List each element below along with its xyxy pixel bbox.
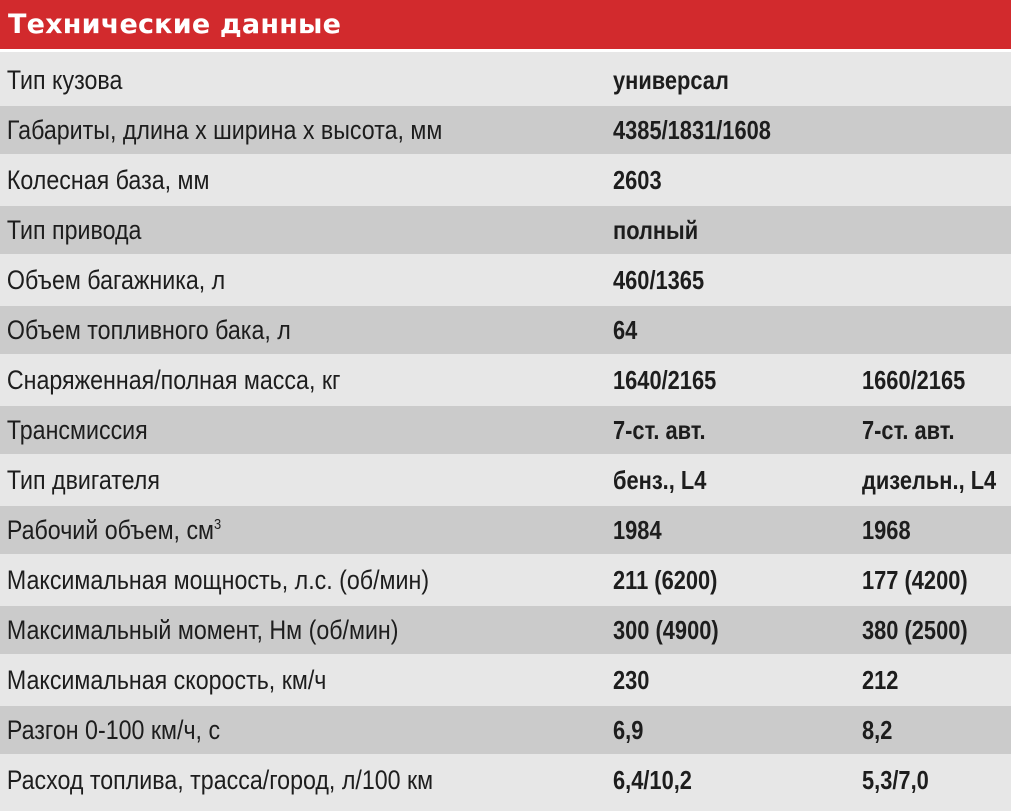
spec-label xyxy=(0,515,527,546)
spec-label: Объем багажника, л xyxy=(6,264,226,295)
spec-value-a: полный xyxy=(613,214,699,245)
spec-label: Расход топлива, трасса/город, л/100 км xyxy=(6,764,434,795)
spec-value-a: 6,4/10,2 xyxy=(613,764,692,795)
spec-label: Снаряженная/полная масса, кг xyxy=(6,364,341,395)
spec-label: Объем топливного бака, л xyxy=(6,314,291,345)
table-row xyxy=(0,456,1011,504)
spec-label: Габариты, длина х ширина х высота, мм xyxy=(6,114,443,145)
table-row xyxy=(0,56,1011,104)
spec-table xyxy=(0,56,1011,806)
spec-label: Разгон 0-100 км/ч, с xyxy=(6,714,221,745)
spec-label: Трансмиссия xyxy=(6,414,148,445)
spec-value-b: 177 (4200) xyxy=(862,564,968,595)
spec-value-b: 380 (2500) xyxy=(862,614,968,645)
spec-value-b: 7-ст. авт. xyxy=(862,414,955,445)
spec-value-a: 230 xyxy=(613,664,650,695)
table-row xyxy=(0,156,1011,204)
spec-label-text: Рабочий объем, см xyxy=(6,514,215,545)
spec-value-a: 1640/2165 xyxy=(613,364,717,395)
spec-value-a: 300 (4900) xyxy=(613,614,719,645)
table-row xyxy=(0,406,1011,454)
table-row xyxy=(0,656,1011,704)
spec-label: Максимальная мощность, л.с. (об/мин) xyxy=(6,564,430,595)
spec-value-a: бенз., L4 xyxy=(613,464,707,495)
table-row xyxy=(0,706,1011,754)
spec-value-a: 460/1365 xyxy=(613,264,705,295)
spec-value-b: 5,3/7,0 xyxy=(862,764,929,795)
table-row xyxy=(0,556,1011,604)
spec-value-b: 212 xyxy=(862,664,899,695)
table-row xyxy=(0,356,1011,404)
table-row xyxy=(0,106,1011,154)
title-bar xyxy=(0,0,1011,52)
spec-value-a: 211 (6200) xyxy=(613,564,718,595)
spec-value-b: дизельн., L4 xyxy=(862,464,997,495)
spec-value-a: 64 xyxy=(613,314,638,345)
spec-label: Тип кузова xyxy=(6,64,123,95)
spec-value-a: 1984 xyxy=(613,514,662,545)
table-row xyxy=(0,756,1011,804)
spec-label: Тип привода xyxy=(6,214,142,245)
spec-value-a: универсал xyxy=(613,64,729,95)
spec-value-a: 6,9 xyxy=(613,714,644,745)
superscript: 3 xyxy=(214,515,222,533)
spec-label: Тип двигателя xyxy=(6,464,160,495)
spec-label: Максимальный момент, Нм (об/мин) xyxy=(6,614,399,645)
page-title: Технические данные xyxy=(8,9,342,40)
spec-value-b: 8,2 xyxy=(862,714,893,745)
table-row xyxy=(0,506,1011,554)
spec-value-a: 4385/1831/1608 xyxy=(613,114,771,145)
spec-value-b: 1968 xyxy=(862,514,911,545)
table-row xyxy=(0,606,1011,654)
spec-value-a: 2603 xyxy=(613,164,662,195)
spec-label: Колесная база, мм xyxy=(6,164,210,195)
table-row xyxy=(0,306,1011,354)
spec-value-b: 1660/2165 xyxy=(862,364,966,395)
spec-label: Максимальная скорость, км/ч xyxy=(6,664,327,695)
table-row xyxy=(0,256,1011,304)
table-row xyxy=(0,206,1011,254)
spec-value-a: 7-ст. авт. xyxy=(613,414,706,445)
